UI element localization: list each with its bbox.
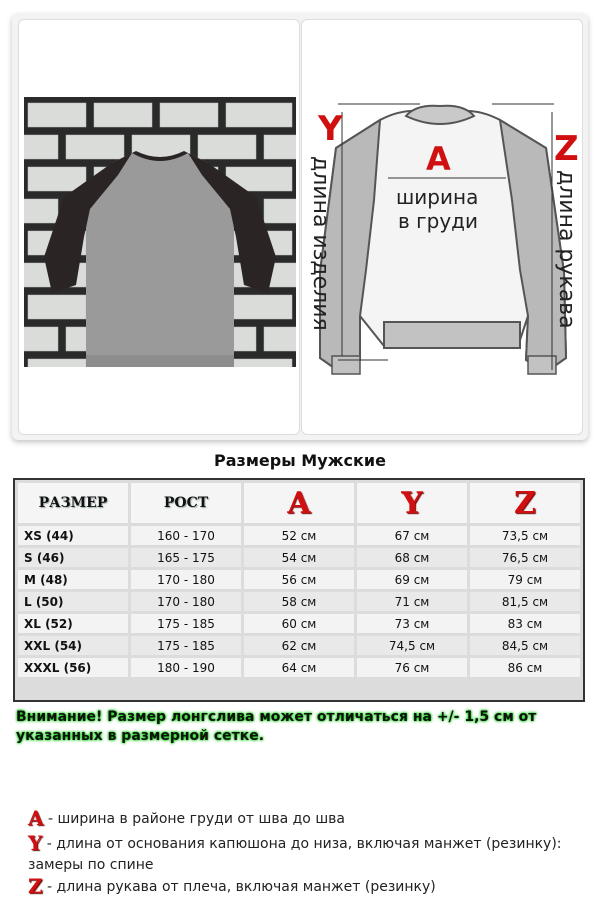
- header-size: РАЗМЕР: [18, 483, 128, 523]
- cell-size: S (46): [18, 548, 128, 567]
- size-diagram-panel: [301, 19, 583, 435]
- cell-z: 84,5 см: [470, 636, 580, 655]
- cell-z: 81,5 см: [470, 592, 580, 611]
- cell-a: 58 см: [244, 592, 354, 611]
- legend-text: - длина от основания капюшона до низа, включая манжет (резинку): замеры по спине: [28, 836, 562, 873]
- cell-height: 175 - 185: [131, 614, 241, 633]
- cell-z: 76,5 см: [470, 548, 580, 567]
- cell-size: M (48): [18, 570, 128, 589]
- cell-a: 52 см: [244, 526, 354, 545]
- legend-item-z: [28, 876, 576, 898]
- label-z-text: длина рукава: [554, 170, 579, 329]
- label-a-line2: в груди: [398, 209, 479, 233]
- header-y: Y: [357, 483, 467, 523]
- product-photo: [24, 97, 296, 367]
- cell-a: 64 см: [244, 658, 354, 677]
- legend-item-y: [28, 833, 576, 876]
- table-row: [18, 526, 580, 545]
- table-row: [18, 636, 580, 655]
- cell-y: 76 см: [357, 658, 467, 677]
- table-row: [18, 592, 580, 611]
- legend-letter: Z: [28, 874, 43, 898]
- legend-item-a: [28, 808, 576, 830]
- header-a: A: [244, 483, 354, 523]
- cell-a: 60 см: [244, 614, 354, 633]
- table-row: [18, 570, 580, 589]
- label-z-letter: Z: [554, 129, 579, 169]
- sweater-diagram: [302, 20, 582, 434]
- product-photo-panel: [18, 19, 300, 435]
- cell-z: 73,5 см: [470, 526, 580, 545]
- product-images-card: [12, 14, 588, 440]
- size-table: [13, 478, 585, 702]
- cell-height: 165 - 175: [131, 548, 241, 567]
- table-row: [18, 548, 580, 567]
- cell-y: 74,5 см: [357, 636, 467, 655]
- size-chart-title: Размеры Мужские: [214, 451, 386, 470]
- cell-y: 73 см: [357, 614, 467, 633]
- cell-z: 79 см: [470, 570, 580, 589]
- cell-z: 86 см: [470, 658, 580, 677]
- cell-y: 69 см: [357, 570, 467, 589]
- cell-height: 170 - 180: [131, 592, 241, 611]
- cell-size: XL (52): [18, 614, 128, 633]
- table-row: [18, 658, 580, 677]
- cell-y: 68 см: [357, 548, 467, 567]
- cell-z: 83 см: [470, 614, 580, 633]
- cell-height: 180 - 190: [131, 658, 241, 677]
- label-y-text: длина изделия: [308, 156, 333, 331]
- cell-height: 170 - 180: [131, 570, 241, 589]
- legend-letter: Y: [28, 831, 43, 855]
- header-height: РОСТ: [131, 483, 241, 523]
- cell-y: 67 см: [357, 526, 467, 545]
- cell-y: 71 см: [357, 592, 467, 611]
- cell-height: 175 - 185: [131, 636, 241, 655]
- header-z: Z: [470, 483, 580, 523]
- legend-letter: A: [28, 806, 44, 830]
- legend-text: - ширина в районе груди от шва до шва: [43, 811, 345, 827]
- label-a-letter: A: [426, 140, 451, 178]
- cell-a: 56 см: [244, 570, 354, 589]
- table-header-row: [18, 483, 580, 523]
- cell-size: XS (44): [18, 526, 128, 545]
- cell-a: 54 см: [244, 548, 354, 567]
- legend-text: - длина рукава от плеча, включая манжет (резинку): [42, 879, 436, 895]
- cell-size: XXL (54): [18, 636, 128, 655]
- label-a-line1: ширина: [396, 185, 479, 209]
- table-row: [18, 614, 580, 633]
- cell-a: 62 см: [244, 636, 354, 655]
- label-y-letter: Y: [318, 109, 343, 149]
- cell-size: XXXL (56): [18, 658, 128, 677]
- size-warning-note: Внимание! Размер лонгслива может отличаться на +/- 1,5 см от указанных в размерной сетке.: [16, 709, 537, 744]
- cell-height: 160 - 170: [131, 526, 241, 545]
- cell-size: L (50): [18, 592, 128, 611]
